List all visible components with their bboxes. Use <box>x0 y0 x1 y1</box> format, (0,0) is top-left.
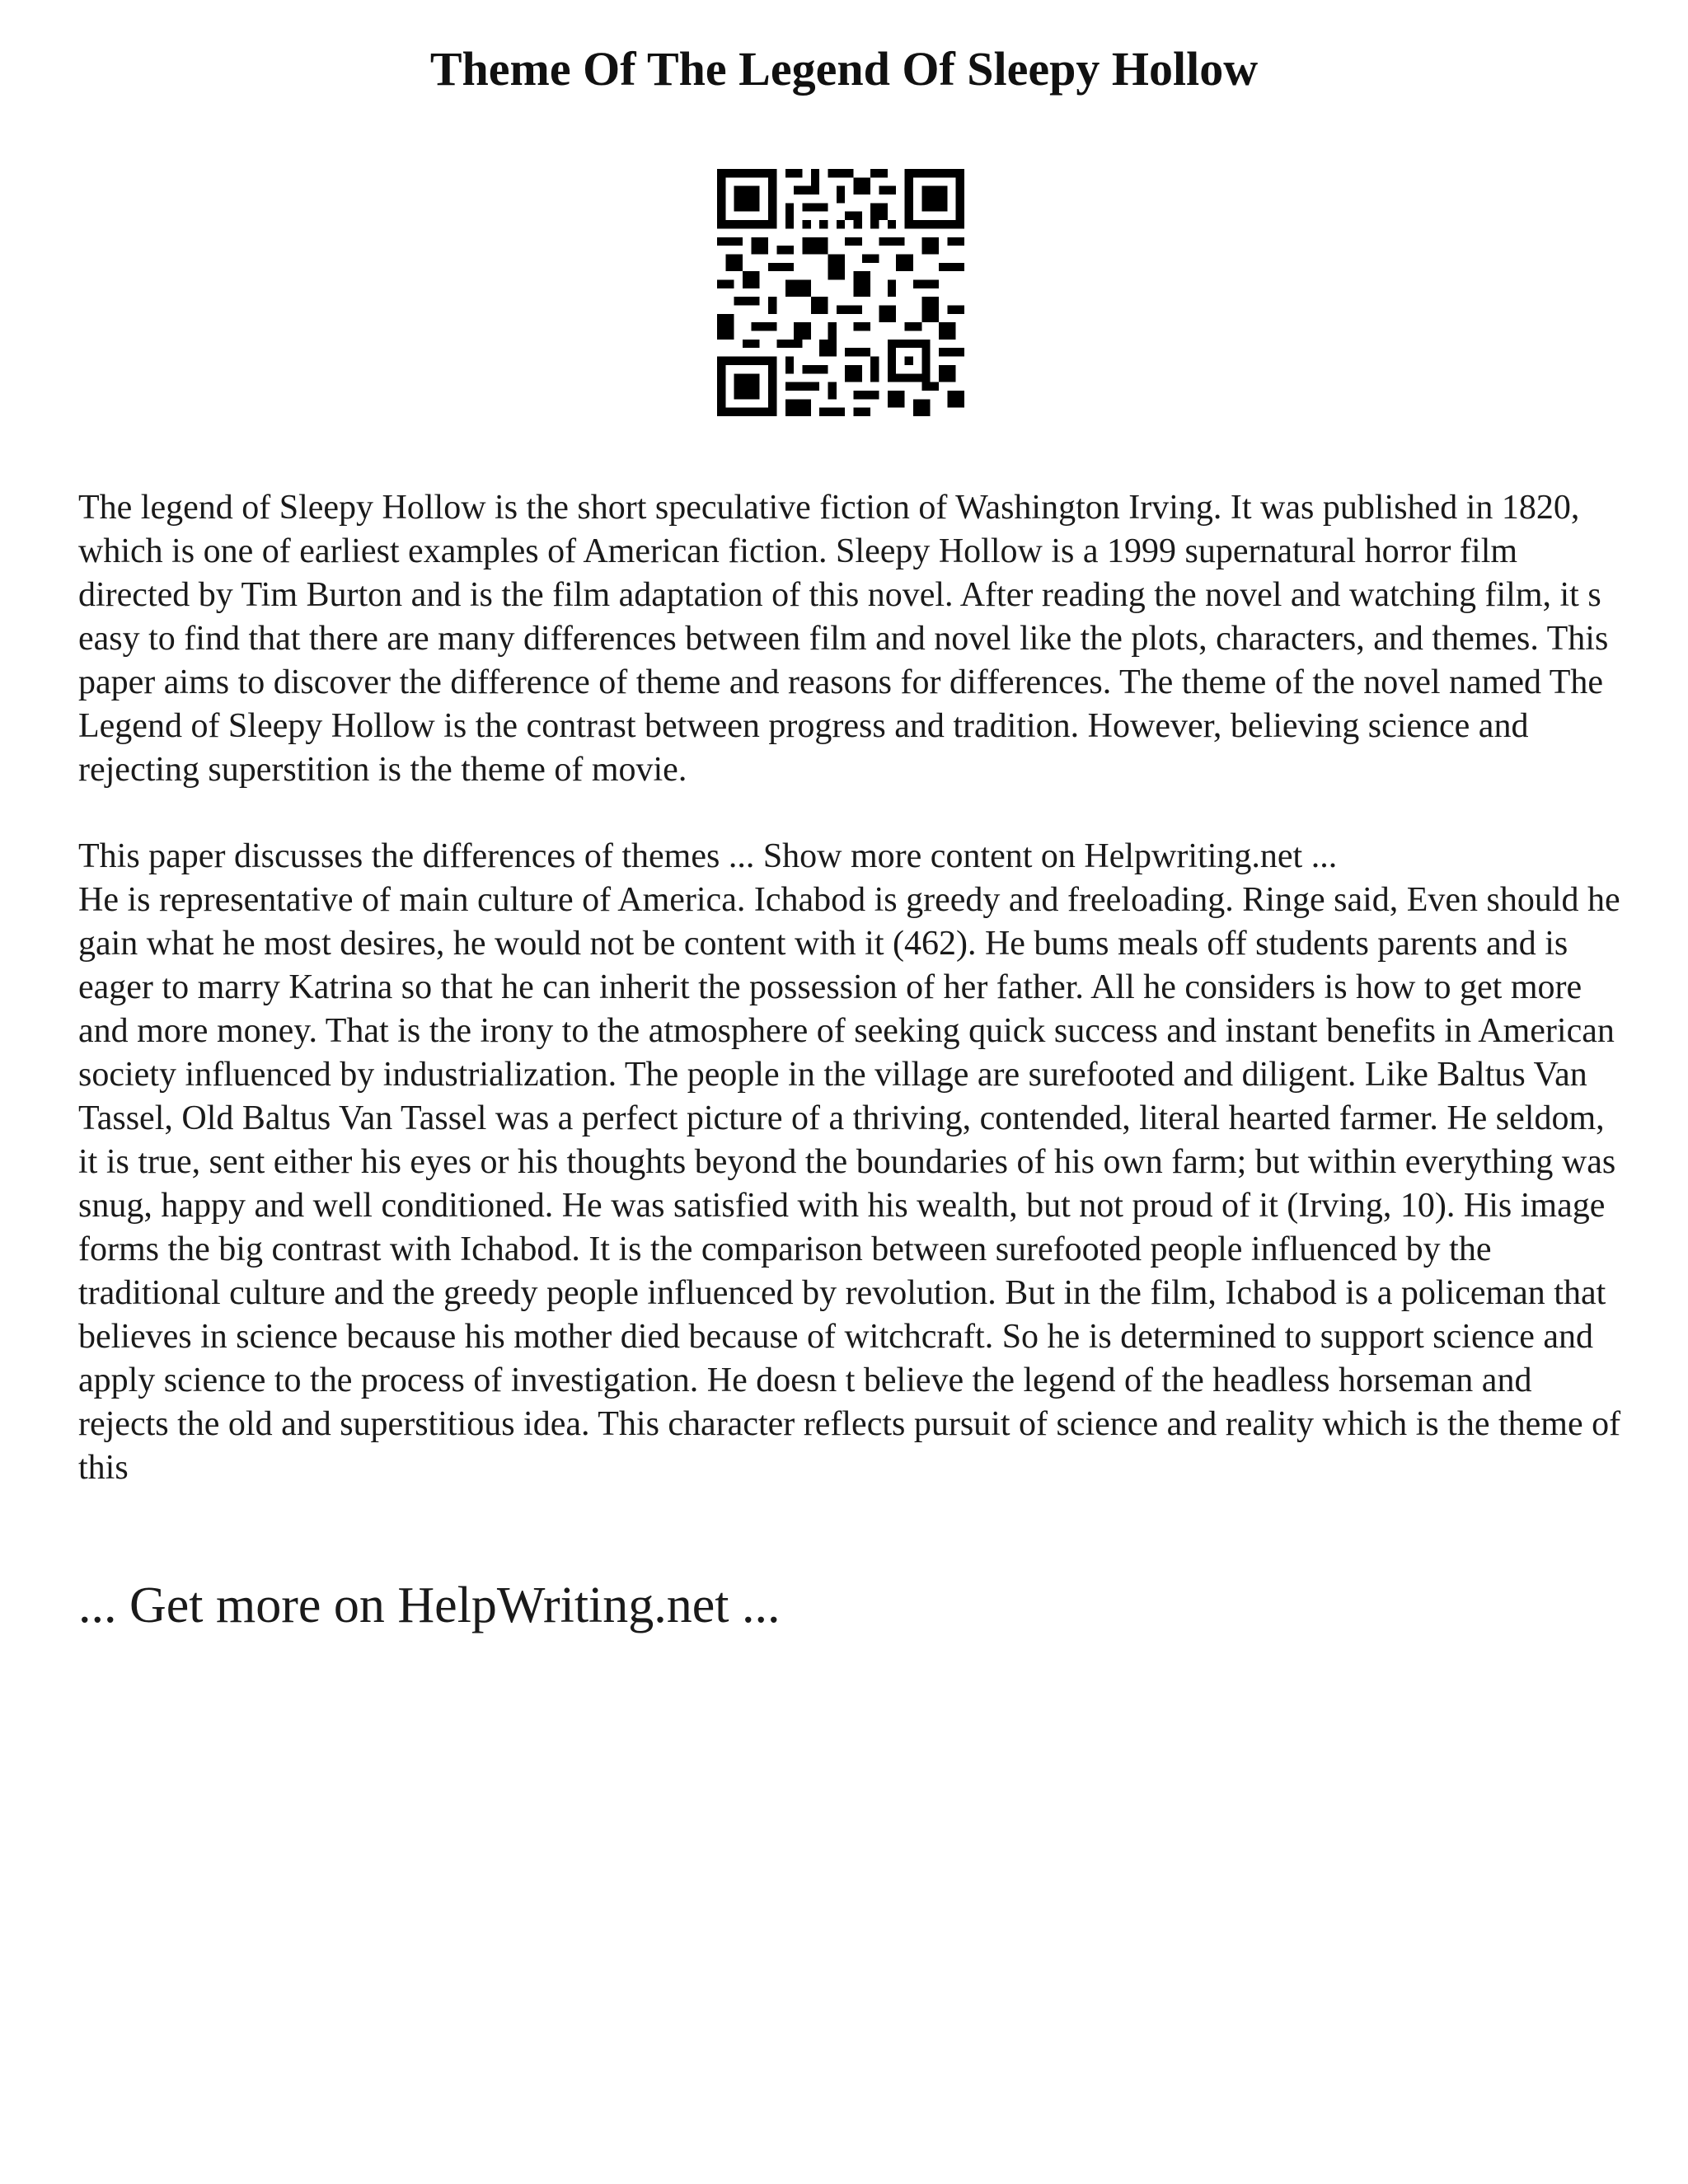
show-more-line: This paper discusses the differences of themes ... Show more content on Helpwriting.net ... <box>78 837 1338 875</box>
get-more-link[interactable]: ... Get more on HelpWriting.net ... <box>78 1577 781 1633</box>
intro-paragraph: The legend of Sleepy Hollow is the short speculative fiction of Washington Irving. It was published in 1820, which is one of earliest examples of American fiction. Sleepy Hollow is a 1999 supernatural horror film directed by Tim Burton and is the film adaptation of this novel. After reading the novel and watching film, it s easy to find that there are many differences between film and novel like the plots, characters, and themes. This paper aims to discover the difference of theme and reasons for differences. The theme of the novel named The Legend of Sleepy Hollow is the contrast between progress and tradition. However, believing science and rejecting superstition is the theme of movie. <box>78 489 1609 789</box>
main-paragraph: He is representative of main culture of America. Ichabod is greedy and freeloading. Ringe said, Even should he gain what he most desires, he would not be content with it (462). He bums meals off students parents and is eager to marry Katrina so that he can inherit the possession of her father. All he considers is how to get more and more money. That is the irony to the atmosphere of seeking quick success and instant benefits in American society influenced by industrialization. The people in the village are surefooted and diligent. Like Baltus Van Tassel, Old Baltus Van Tassel was a perfect picture of a thriving, contended, literal hearted farmer. He seldom, it is true, sent either his eyes or his thoughts beyond the boundaries of his own farm; but within everything was snug, happy and well conditioned. He was satisfied with his wealth, but not proud of it (Irving, 10). His image forms the big contrast with Ichabod. It is the comparison between surefooted people influenced by the traditional culture and the greedy people influenced by revolution. But in the film, Ichabod is a policeman that believes in science because his mother died because of witchcraft. So he is determined to support science and apply science to the process of investigation. He doesn t believe the legend of the headless horseman and rejects the old and superstitious idea. This character reflects pursuit of science and reality which is the theme of this <box>78 881 1621 1487</box>
qr-code-icon[interactable] <box>717 169 964 416</box>
body-section <box>78 835 1628 1490</box>
page-title: Theme Of The Legend Of Sleepy Hollow <box>429 42 1259 96</box>
